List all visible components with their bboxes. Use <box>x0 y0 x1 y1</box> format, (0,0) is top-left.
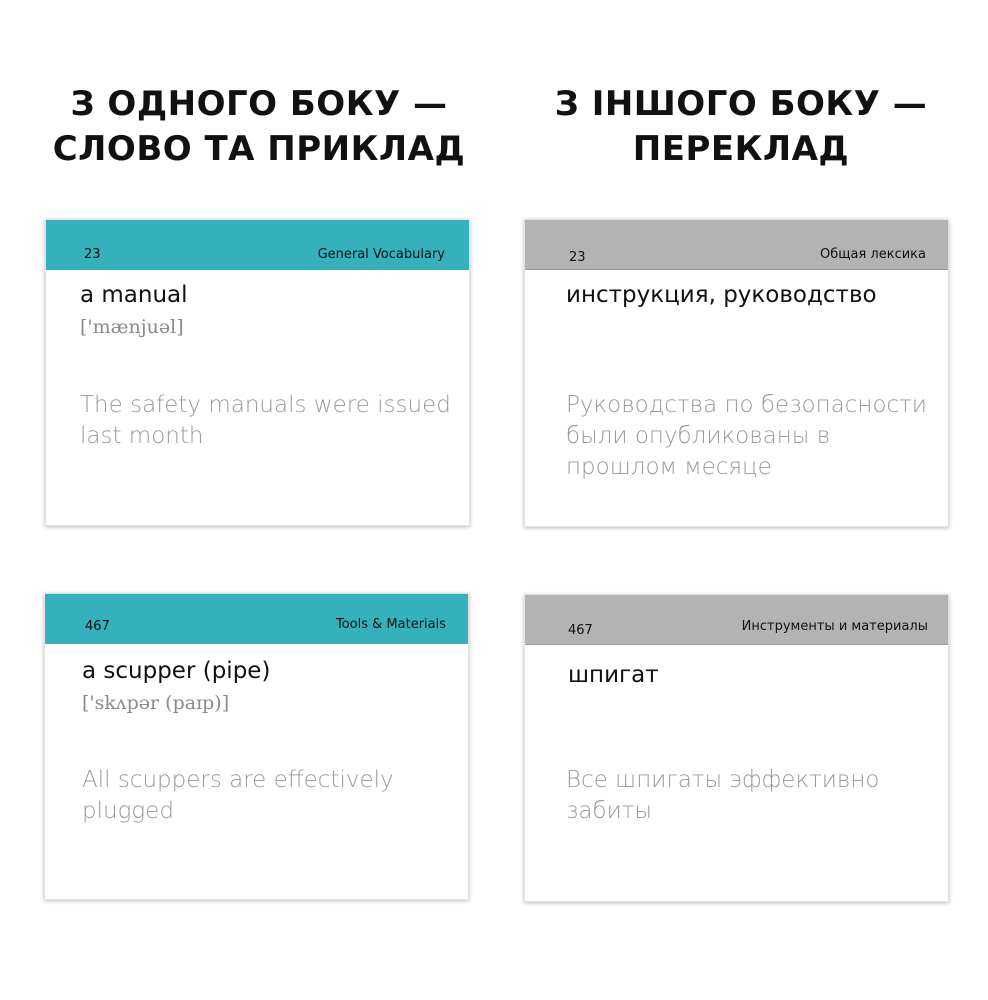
heading-line: З ОДНОГО БОКУ — <box>70 84 448 124</box>
card-word: a manual <box>80 282 188 308</box>
example-line: Руководства по безопасности <box>566 392 927 418</box>
heading-line: ПЕРЕКЛАД <box>632 129 850 169</box>
card-category: Общая лексика <box>820 247 926 262</box>
example-line: прошлом месяце <box>566 454 772 480</box>
card-number: 467 <box>85 619 110 634</box>
card-category: General Vocabulary <box>317 247 445 262</box>
example-line: Все шпигаты эффективно <box>566 767 880 793</box>
card-category: Tools & Materials <box>335 617 446 632</box>
example-line: The safety manuals were issued <box>80 392 451 418</box>
card-word: a scupper (pipe) <box>82 658 271 684</box>
card-header-band <box>525 220 948 270</box>
example-line: plugged <box>82 798 174 824</box>
card-number: 23 <box>84 247 101 262</box>
card-transcription: ['mænjuəl] <box>80 316 184 338</box>
card-category: Инструменты и материалы <box>741 619 928 634</box>
card-header-band <box>525 595 948 645</box>
heading-back-side <box>494 82 988 172</box>
example-line: All scuppers are effectively <box>82 767 394 793</box>
card-number: 467 <box>568 623 593 638</box>
card-word: шпигат <box>568 662 659 688</box>
card-word: инструкция, руководство <box>566 282 877 308</box>
flashcard-back <box>524 219 949 527</box>
card-example <box>82 765 394 827</box>
flashcard-back <box>524 594 949 902</box>
flashcard-front <box>44 593 469 900</box>
card-number: 23 <box>569 250 586 265</box>
card-example <box>566 765 879 827</box>
card-transcription: ['skʌpər (paɪp)] <box>82 692 230 714</box>
card-example <box>566 390 927 483</box>
example-line: были опубликованы в <box>566 423 831 449</box>
card-header-band <box>45 594 468 644</box>
example-line: забиты <box>566 798 652 824</box>
heading-front-side <box>12 82 506 172</box>
example-line: last month <box>80 423 204 449</box>
flashcard-front <box>45 219 470 526</box>
heading-line: СЛОВО ТА ПРИКЛАД <box>52 129 466 169</box>
heading-line: З ІНШОГО БОКУ — <box>554 84 928 124</box>
card-header-band <box>46 220 469 270</box>
card-example <box>80 390 451 452</box>
